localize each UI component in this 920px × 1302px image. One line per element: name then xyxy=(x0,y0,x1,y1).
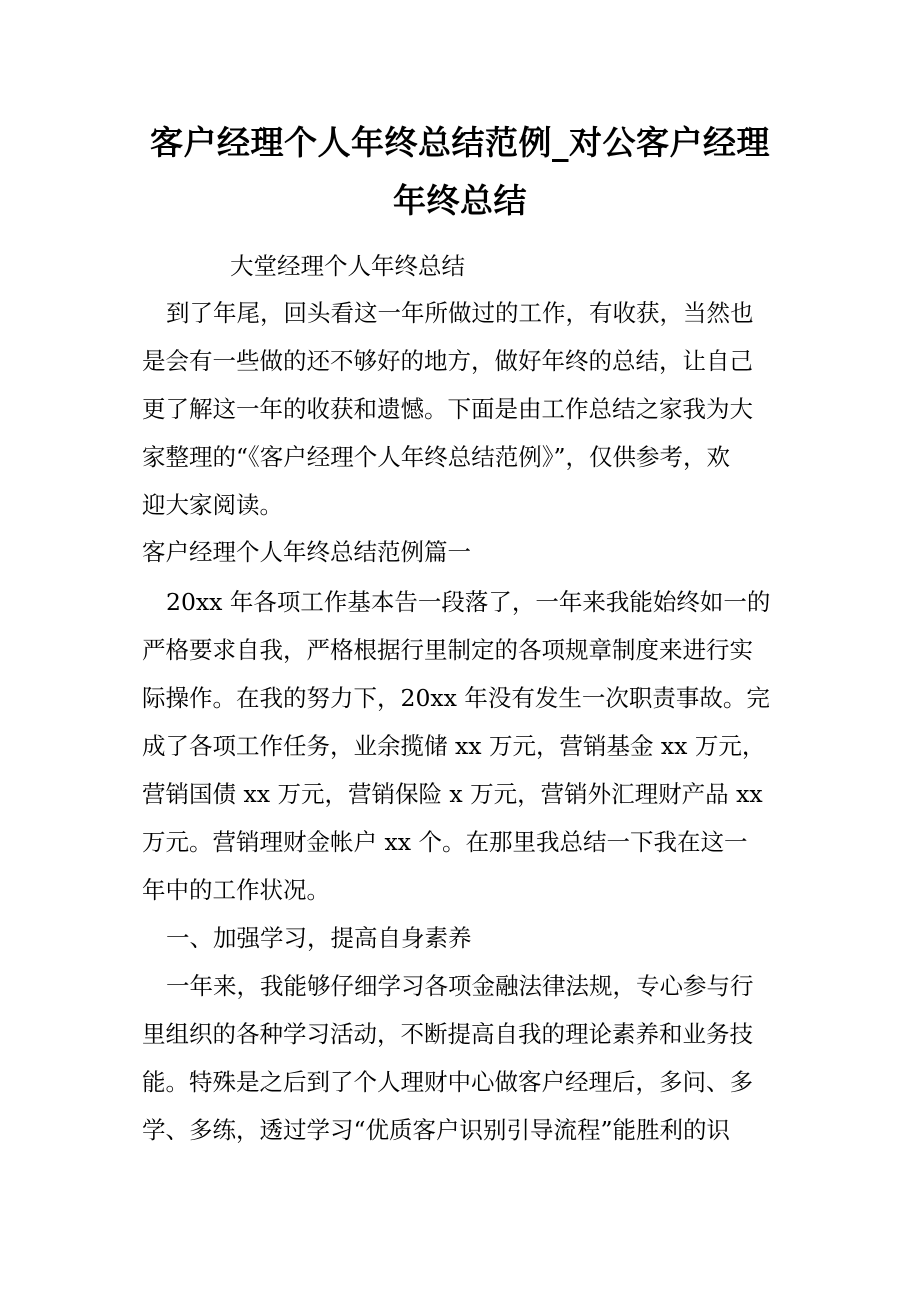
document-title-line-1: 客户经理个人年终总结范例_对公客户经理 xyxy=(150,123,770,162)
body-line: 际操作。在我的努力下，20xx 年没有发生一次职责事故。完 xyxy=(142,684,770,712)
body-line: 是会有一些做的还不够好的地方，做好年终的总结，让自己 xyxy=(142,347,753,375)
body-line: 迎大家阅读。 xyxy=(142,491,283,519)
body-line: 里组织的各种学习活动，不断提高自我的理论素养和业务技 xyxy=(142,1020,753,1048)
body-line: 营销国债 xx 万元，营销保险 x 万元，营销外汇理财产品 xx xyxy=(142,780,763,808)
section-heading: 客户经理个人年终总结范例篇一 xyxy=(142,538,471,566)
subtitle-line: 大堂经理个人年终总结 xyxy=(230,252,465,280)
body-line: 万元。营销理财金帐户 xx 个。在那里我总结一下我在这一 xyxy=(142,828,748,856)
body-line: 更了解这一年的收获和遗憾。下面是由工作总结之家我为大 xyxy=(142,395,753,423)
body-line: 成了各项工作任务，业余揽储 xx 万元，营销基金 xx 万元， xyxy=(142,732,766,760)
document-title-line-2: 年终总结 xyxy=(393,181,527,220)
body-line: 学、多练，透过学习“优质客户识别引导流程”能胜利的识 xyxy=(142,1116,731,1144)
body-line: 严格要求自我，严格根据行里制定的各项规章制度来进行实 xyxy=(142,636,753,664)
body-line: 到了年尾，回头看这一年所做过的工作，有收获，当然也 xyxy=(166,299,754,327)
body-line: 20xx 年各项工作基本告一段落了，一年来我能始终如一的 xyxy=(166,588,771,616)
body-line: 能。特殊是之后到了个人理财中心做客户经理后，多问、多 xyxy=(142,1068,753,1096)
body-line: 年中的工作状况。 xyxy=(142,876,330,904)
body-line: 家整理的“《客户经理个人年终总结范例》”，仅供参考，欢 xyxy=(142,443,731,471)
body-line: 一年来，我能够仔细学习各项金融法律法规，专心参与行 xyxy=(166,972,754,1000)
subsection-heading: 一、加强学习，提高自身素养 xyxy=(166,924,472,952)
